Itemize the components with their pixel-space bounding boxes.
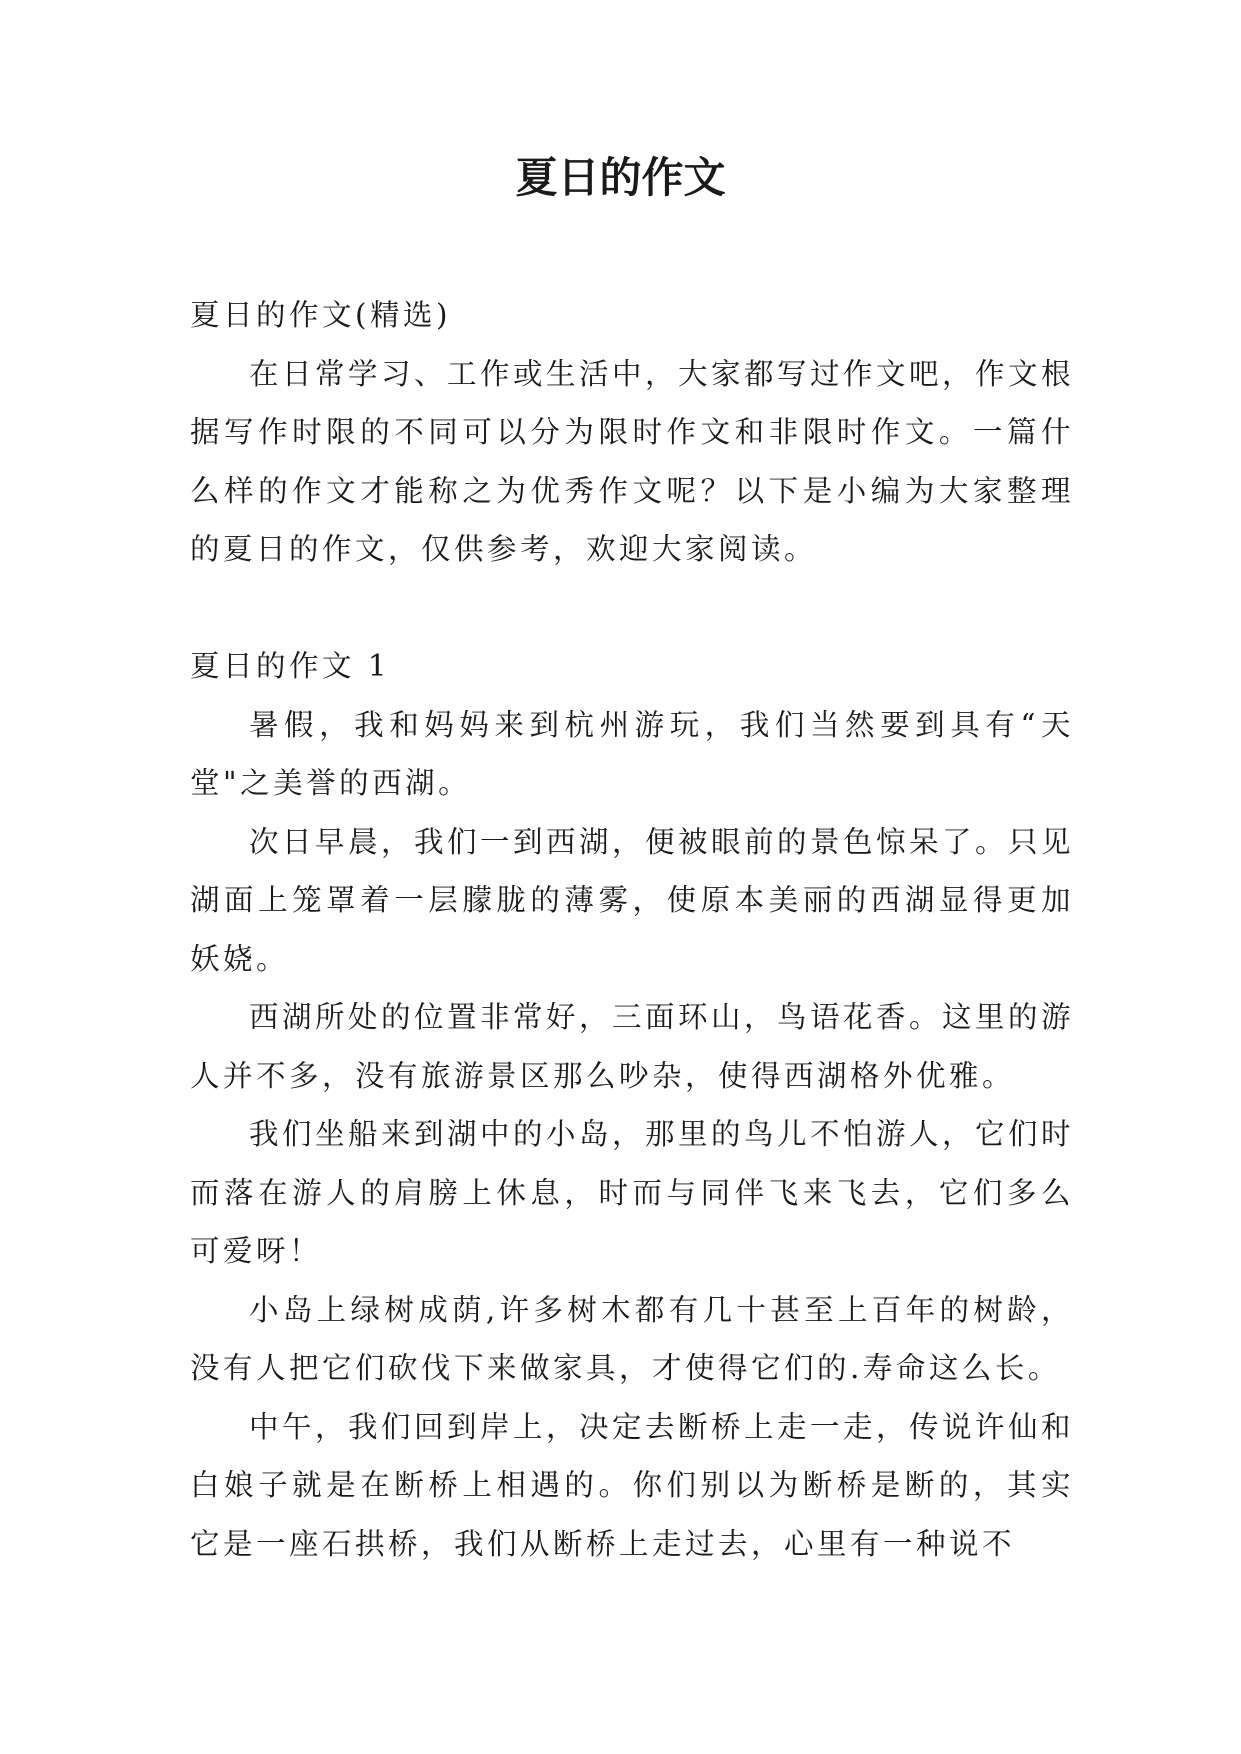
- section-spacer: [190, 579, 1074, 638]
- essay-paragraph: 小岛上绿树成荫,许多树木都有几十甚至上百年的树龄，没有人把它们砍伐下来做家具，才使得它们的.寿命这么长。: [190, 1292, 1074, 1385]
- section-heading: 夏日的作文 1: [190, 649, 391, 683]
- essay-paragraph: 暑假，我和妈妈来到杭州游玩，我们当然要到具有“天堂"之美誉的西湖。: [190, 707, 1074, 800]
- essay-paragraph: 西湖所处的位置非常好，三面环山，鸟语花香。这里的游人并不多，没有旅游景区那么吵杂，使得西湖格外优雅。: [190, 1000, 1075, 1093]
- intro-paragraph: 在日常学习、工作或生活中，大家都写过作文吧，作文根据写作时限的不同可以分为限时作文和非限时作文。一篇什么样的作文才能称之为优秀作文呢？以下是小编为大家整理的夏日的作文，仅供参考，欢迎大家阅读。: [190, 356, 1075, 566]
- essay-paragraph: 次日早晨，我们一到西湖，便被眼前的景色惊呆了。只见湖面上笼罩着一层朦胧的薄雾，使原本美丽的西湖显得更加妖娆。: [190, 824, 1075, 976]
- intro-heading: 夏日的作文(精选): [190, 298, 452, 332]
- essay-paragraph: 我们坐船来到湖中的小岛，那里的鸟儿不怕游人，它们时而落在游人的肩膀上休息，时而与同伴飞来飞去，它们多么可爱呀！: [190, 1117, 1075, 1268]
- document-title: 夏日的作文: [515, 153, 726, 202]
- essay-paragraph: 中午，我们回到岸上，决定去断桥上走一走，传说许仙和白娘子就是在断桥上相遇的。你们别以为断桥是断的，其实它是一座石拱桥，我们从断桥上走过去，心里有一种说不: [190, 1409, 1075, 1561]
- document-body: [190, 286, 1074, 1573]
